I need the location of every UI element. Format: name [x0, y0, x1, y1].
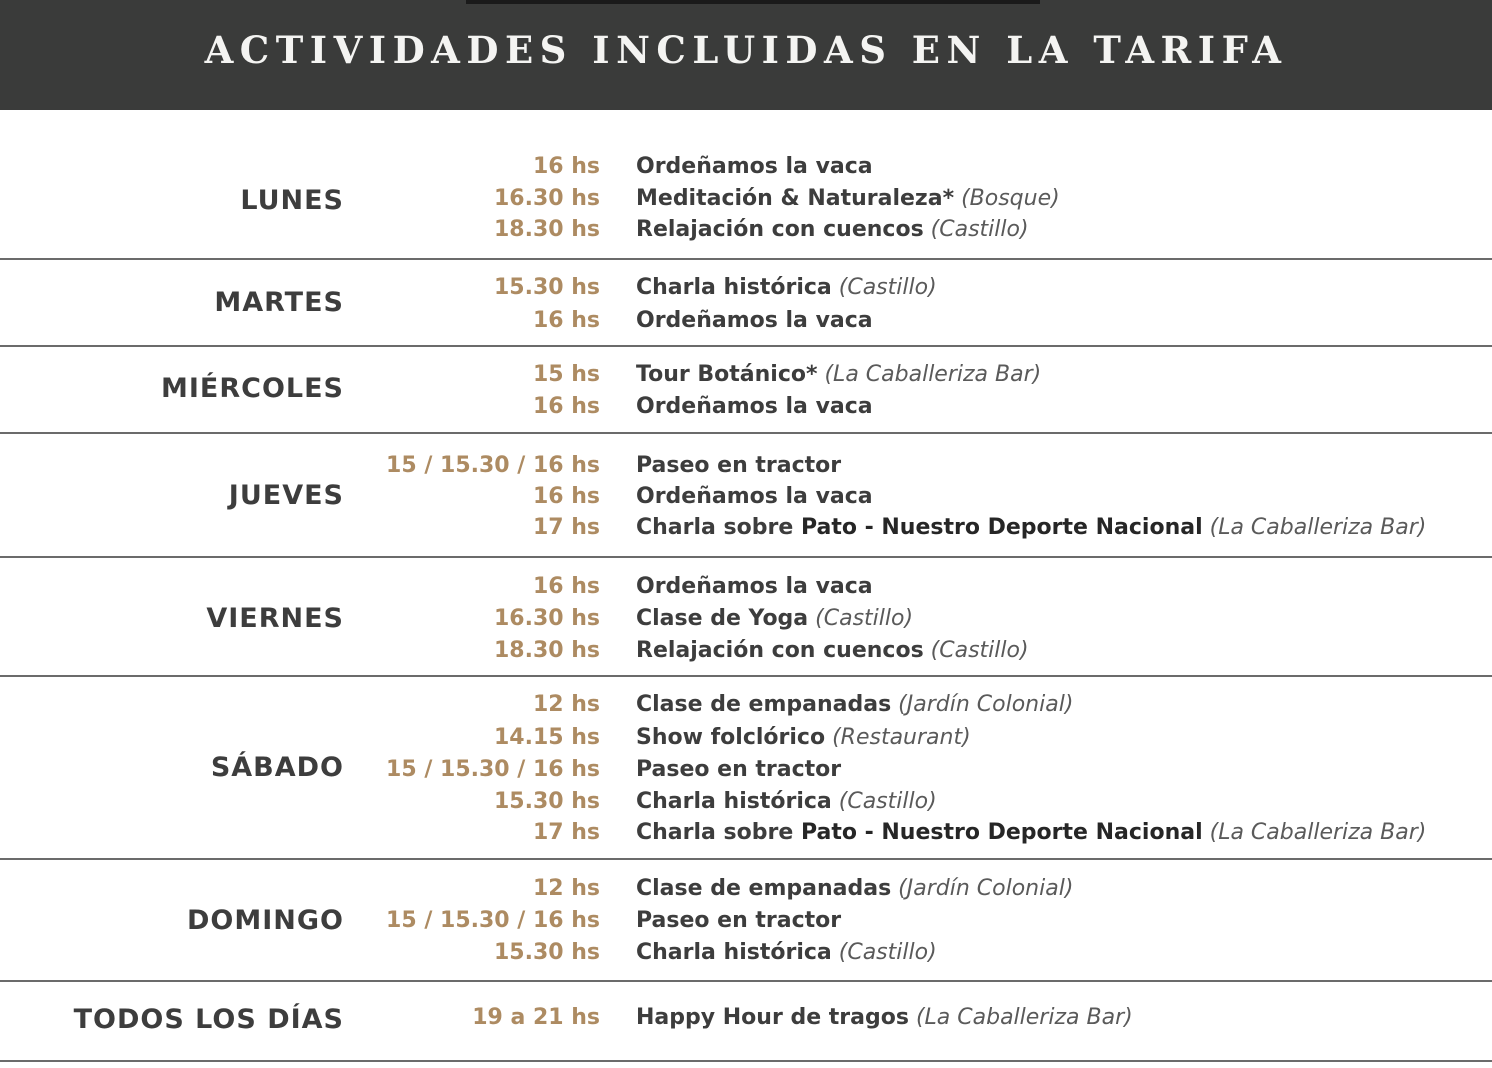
activity-row [0, 722, 1492, 754]
activity-row [0, 937, 1492, 969]
day-section [0, 347, 1492, 434]
activity-title: Tour Botánico* [636, 362, 818, 387]
activity-title: Charla histórica [636, 789, 832, 814]
activity-description [636, 359, 1041, 391]
activity-description [636, 817, 1426, 849]
activity-location: (La Caballeriza Bar) [1202, 515, 1427, 540]
activity-description [636, 689, 1073, 721]
activity-title: Ordeñamos la vaca [636, 308, 873, 333]
activity-row [0, 754, 1492, 786]
activity-row [0, 571, 1492, 603]
activity-time: 17 hs [532, 515, 600, 540]
activity-description [636, 603, 913, 635]
day-name: MARTES [214, 287, 344, 318]
activity-location: (Castillo) [808, 606, 914, 631]
activity-time: 15.30 hs [493, 940, 600, 965]
activity-title: Meditación & Naturaleza* [636, 186, 955, 211]
activity-location: (Restaurant) [825, 725, 971, 750]
activity-description [636, 786, 937, 818]
activity-time: 15 / 15.30 / 16 hs [386, 757, 600, 782]
day-name: TODOS LOS DÍAS [73, 1004, 344, 1035]
activity-time: 16 hs [532, 484, 600, 509]
activity-description [636, 635, 1029, 667]
activity-prefix: Charla sobre [636, 820, 801, 845]
activity-title: Charla histórica [636, 940, 832, 965]
activity-time: 16.30 hs [493, 186, 600, 211]
activity-title: Relajación con cuencos [636, 638, 924, 663]
activity-row [0, 359, 1492, 391]
activity-location: (Castillo) [923, 638, 1029, 663]
activity-time: 16 hs [532, 308, 600, 333]
activity-time: 15.30 hs [493, 275, 600, 300]
activity-title: Ordeñamos la vaca [636, 394, 873, 419]
day-name: VIERNES [206, 603, 344, 634]
day-name: MIÉRCOLES [160, 373, 344, 404]
activity-time: 15 / 15.30 / 16 hs [386, 908, 600, 933]
activity-description [636, 450, 841, 482]
activity-description [636, 512, 1426, 544]
activity-time: 16.30 hs [493, 606, 600, 631]
activity-time: 15.30 hs [493, 789, 600, 814]
activity-time: 12 hs [532, 692, 600, 717]
day-section [0, 558, 1492, 677]
activity-description [636, 937, 937, 969]
activity-row [0, 481, 1492, 513]
activity-title: Clase de empanadas [636, 876, 892, 901]
activity-title: Paseo en tractor [636, 908, 842, 933]
activity-row [0, 905, 1492, 937]
activity-description [636, 272, 937, 304]
activity-time: 17 hs [532, 820, 600, 845]
activity-time: 15 hs [532, 362, 600, 387]
day-name: DOMINGO [187, 905, 344, 936]
activity-description [636, 722, 971, 754]
activity-title: Ordeñamos la vaca [636, 154, 873, 179]
title-banner [0, 0, 1492, 110]
activity-row [0, 786, 1492, 818]
activity-title: Happy Hour de tragos [636, 1005, 909, 1030]
day-name: LUNES [240, 185, 344, 216]
day-section [0, 677, 1492, 860]
activity-time: 12 hs [532, 876, 600, 901]
activity-description [636, 1002, 1133, 1034]
activity-row [0, 391, 1492, 423]
activity-title: Clase de empanadas [636, 692, 892, 717]
day-name: JUEVES [228, 480, 344, 511]
activity-title: Pato - Nuestro Deporte Nacional [800, 515, 1203, 540]
activity-title: Ordeñamos la vaca [636, 484, 873, 509]
activity-time: 16 hs [532, 394, 600, 419]
activity-location: (Castillo) [831, 789, 937, 814]
activity-description [636, 754, 841, 786]
activity-location: (Bosque) [954, 186, 1060, 211]
day-name: SÁBADO [210, 752, 344, 783]
activity-row [0, 214, 1492, 246]
activity-title: Show folclórico [636, 725, 826, 750]
activity-location: (Jardín Colonial) [891, 692, 1074, 717]
activity-row [0, 873, 1492, 905]
activity-description [636, 571, 873, 603]
activity-title: Paseo en tractor [636, 757, 842, 782]
activity-row [0, 305, 1492, 337]
activity-location: (Castillo) [923, 217, 1029, 242]
activity-row [0, 450, 1492, 482]
activity-row [0, 689, 1492, 721]
activity-description [636, 305, 873, 337]
activity-description [636, 391, 873, 423]
activity-description [636, 481, 873, 513]
activity-row [0, 151, 1492, 183]
activity-time: 16 hs [532, 574, 600, 599]
activity-row [0, 512, 1492, 544]
activity-row [0, 603, 1492, 635]
activity-location: (Jardín Colonial) [891, 876, 1074, 901]
activity-location: (La Caballeriza Bar) [908, 1005, 1133, 1030]
day-section [0, 860, 1492, 982]
activity-description [636, 873, 1073, 905]
activity-title: Pato - Nuestro Deporte Nacional [800, 820, 1203, 845]
activity-title: Clase de Yoga [636, 606, 809, 631]
activity-time: 14.15 hs [493, 725, 600, 750]
activity-description [636, 214, 1029, 246]
activity-title: Paseo en tractor [636, 453, 842, 478]
activity-location: (La Caballeriza Bar) [1202, 820, 1427, 845]
activity-title: Charla histórica [636, 275, 832, 300]
activity-time: 16 hs [532, 154, 600, 179]
activity-row [0, 817, 1492, 849]
day-section [0, 260, 1492, 347]
activity-time: 19 a 21 hs [472, 1005, 600, 1030]
activity-location: (La Caballeriza Bar) [817, 362, 1042, 387]
activity-location: (Castillo) [831, 940, 937, 965]
page-title: ACTIVIDADES INCLUIDAS EN LA TARIFA [204, 28, 1288, 72]
activity-description [636, 183, 1060, 215]
activity-time: 18.30 hs [493, 217, 600, 242]
activity-row [0, 1002, 1492, 1034]
activity-row [0, 272, 1492, 304]
activity-title: Relajación con cuencos [636, 217, 924, 242]
day-section [0, 982, 1492, 1062]
banner-top-accent [466, 0, 1040, 4]
day-section [0, 110, 1492, 260]
activity-location: (Castillo) [831, 275, 937, 300]
activity-time: 15 / 15.30 / 16 hs [386, 453, 600, 478]
activity-time: 18.30 hs [493, 638, 600, 663]
activity-description [636, 151, 873, 183]
activity-title: Ordeñamos la vaca [636, 574, 873, 599]
activity-prefix: Charla sobre [636, 515, 801, 540]
day-section [0, 434, 1492, 558]
activity-description [636, 905, 841, 937]
activity-row [0, 635, 1492, 667]
activity-row [0, 183, 1492, 215]
